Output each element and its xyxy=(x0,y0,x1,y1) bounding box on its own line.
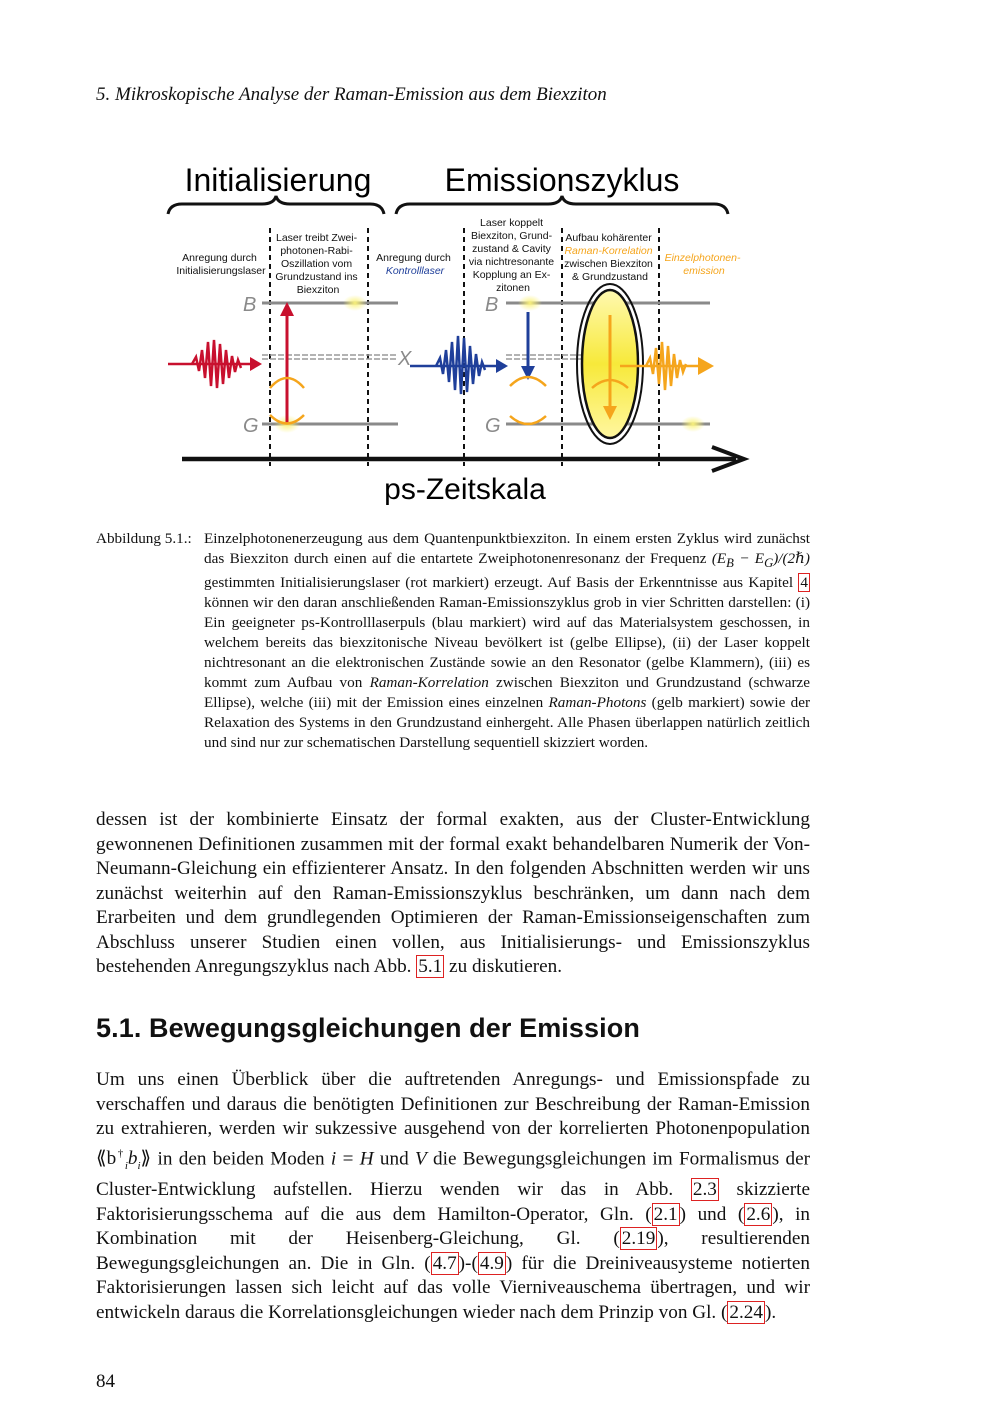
ref-link-kapitel-4[interactable]: 4 xyxy=(800,574,808,592)
phase5-label xyxy=(564,232,656,283)
running-head: 5. Mikroskopische Analyse der Raman-Emission aus dem Biexziton xyxy=(96,84,607,105)
caption-label: Abbildung 5.1.: xyxy=(96,530,192,547)
time-axis-label: ps-Zeitskala xyxy=(384,473,546,506)
caption-formula: ($E_B$ − $E_G)/(2\hbar)$ xyxy=(711,550,810,571)
emitted-photon-pulse xyxy=(646,342,686,390)
paragraph-2: Um uns einen Überblick über die auftretenden Anregungs- und Emissionspfade zu verschaffen und daraus die benötigten Definitionen zur Beschreibung der Raman-Emission zu extrahieren, werden wir sukzessive ausgehend von der korrelierten Photonenpopulation $⟪b^\dagger_ib_i⟫$ in den beiden Moden i = H und V die Bewegungsgleichungen im Formalismus der Cluster-Entwicklung aufstellen. Hierzu wenden wir das in Abb. 2.3 skizzierte Faktorisierungsschema auf die aus dem Hamilton-Operator, Gln. ( 2.1 ) und ( 2.6 ), in Kombination mit der Heisenberg-Gleichung, Gl. ( 2.19 ), resultierenden Bewegungsgleichungen an. Die in Gln. ( 4.7 )-( 4.9 ) für die Dreiniveausysteme notierten Faktorisierungen lassen sich leicht auf das volle Vierniveauschema übertragen, und wir entwickeln daraus die Korrelationsgleichungen wieder nach dem Prinzip von Gl. ( 2.24 ). xyxy=(96,1069,811,1323)
phase4-line: zitonen xyxy=(496,282,530,294)
caption-part: können wir den daran anschließenden Raman-Emissionszyklus grob in vier Schritten darstellen: (i) Ein geeigneter ps-Kontrolllaserpuls (blau markiert) wird auf das Materialsystem geschossen, in welchem bereits das biexzitonische Niveau bevölkert ist (gelbe Ellipse), (ii) der Laser koppelt nichtresonant an die elektronischen Zustände sowie an den Resonator (gelbe Klammern), (iii) es kommt zum Aufbau von xyxy=(204,594,810,692)
label-X: X xyxy=(398,348,412,370)
page-number: 84 xyxy=(96,1371,115,1392)
brace-initialisierung xyxy=(168,196,384,214)
label-B-right: B xyxy=(485,294,499,316)
label-G-right: G xyxy=(485,415,501,437)
caption-part: Einzelphotonenerzeugung aus dem Quantenpunktbiexziton. In einem ersten Zyklus wird zunächst das Biexziton durch einen auf die entartete Zweiphotonenresonanz der Frequenz xyxy=(204,530,810,567)
phase4-label xyxy=(469,217,557,294)
figure-title-initialisierung: Initialisierung xyxy=(184,162,372,198)
ref-link-abb-5-1[interactable]: 5.1 xyxy=(418,956,443,977)
caption-emphasis: Raman-Korrelation xyxy=(369,674,489,692)
phase3-line: Anregung durch xyxy=(376,252,451,264)
brace-emissionszyklus xyxy=(396,196,728,214)
caption-part: zwischen Biexziton und Grundzustand (schwarze Ellipse), welche (iii) mit der Emission eines einzelnen xyxy=(204,674,810,712)
phase2-line: Oszillation vom xyxy=(280,258,353,270)
math-photon-population: $⟪b^\dagger_ib_i⟫$ xyxy=(96,1147,152,1172)
phase4-line: zustand & Cavity xyxy=(472,243,551,255)
caption-emphasis: Raman-Photons xyxy=(548,694,647,712)
phase1-label xyxy=(176,252,266,277)
phase4-line: Kopplung an Ex- xyxy=(472,269,551,281)
phase5-line: & Grundzustand xyxy=(572,271,648,283)
phase2-line: Grundzustand ins xyxy=(275,271,358,283)
phase2-label xyxy=(275,232,360,296)
phase4-line: Laser koppelt xyxy=(480,217,544,229)
label-B-left: B xyxy=(243,294,257,316)
phase2-line: Biexziton xyxy=(296,284,340,296)
ref-link-eq-2-24[interactable]: 2.24 xyxy=(729,1301,763,1323)
blue-pulse-arrowhead xyxy=(496,359,508,373)
population-glow xyxy=(518,295,542,311)
section-heading: 5.1. Bewegungsgleichungen der Emission xyxy=(96,1013,640,1043)
ref-link-eq-2-6[interactable]: 2.6 xyxy=(746,1203,771,1225)
figure-caption xyxy=(96,529,810,753)
ref-link-eq-4-7[interactable]: 4.7 xyxy=(432,1252,457,1274)
ref-link-eq-2-19[interactable]: 2.19 xyxy=(621,1228,656,1250)
population-glow xyxy=(343,295,367,311)
phase3-label xyxy=(376,252,454,277)
red-laser-pulse xyxy=(192,340,241,388)
phase3-line-kontrolllaser: Kontrolllaser xyxy=(385,265,445,277)
figure-5-1 xyxy=(0,150,1000,520)
population-glow xyxy=(681,416,705,432)
phase2-line: Laser treibt Zwei- xyxy=(275,232,358,244)
label-G-left: G xyxy=(243,415,259,437)
ref-link-eq-2-1[interactable]: 2.1 xyxy=(653,1203,678,1225)
phase1-line: Initialisierungslaser xyxy=(176,265,266,277)
caption-part: gestimmten Initialisierungslaser (rot markiert) erzeugt. Auf Basis der Erkenntnisse aus Kapitel xyxy=(204,574,799,592)
red-pulse-arrowhead xyxy=(250,357,262,371)
emission-arrowhead xyxy=(698,357,714,375)
ref-link-eq-4-9[interactable]: 4.9 xyxy=(479,1252,504,1274)
paragraph-1: dessen ist der kombinierte Einsatz der formal exakten, aus der Cluster-Entwicklung gewonnenen Definitionen zusammen mit der formal exakt behandelbaren Numerik der Von-Neumann-Gleichung ein effizienterer Ansatz. In den folgenden Abschnitten werden wir uns zunächst weiterhin auf den Raman-Emissionszyklus beschränken, um dann nach dem Erarbeiten und dem grundlegenden Optimieren der Raman-Emissionseigenschaften zum Abschluss unserer Studien einen vollen, aus Initialisierungs- und Emissionszyklus bestehenden Anregungszyklus nach Abb. 5.1 zu diskutieren. xyxy=(96,809,810,977)
phase6-line: Einzelphotonen- xyxy=(664,252,741,264)
phase5-line-raman: Raman-Korrelation xyxy=(564,245,653,257)
figure-title-emissionszyklus: Emissionszyklus xyxy=(444,162,680,198)
caption-text xyxy=(204,529,810,753)
phase4-line: via nichtresonante xyxy=(468,256,555,268)
phase2-line: photonen-Rabi- xyxy=(280,245,353,257)
phase1-line: Anregung durch xyxy=(182,252,257,264)
phase6-label xyxy=(665,252,744,277)
phase5-line: Aufbau kohärenter xyxy=(565,232,652,244)
ref-link-abb-2-3[interactable]: 2.3 xyxy=(692,1179,717,1201)
blue-laser-pulse xyxy=(436,336,485,394)
caption-part: (gelb markiert) sowie der Relaxation des Systems in den Grundzustand einhergeht. Alle Phasen überlappen natürlich zeitlich und sind nur zur schematischen Darstellung sequentiell skizziert worden. xyxy=(204,694,811,752)
phase5-line: zwischen Biexziton xyxy=(564,258,653,270)
phase4-line: Biexziton, Grund- xyxy=(470,230,553,242)
phase6-line: emission xyxy=(683,265,725,277)
